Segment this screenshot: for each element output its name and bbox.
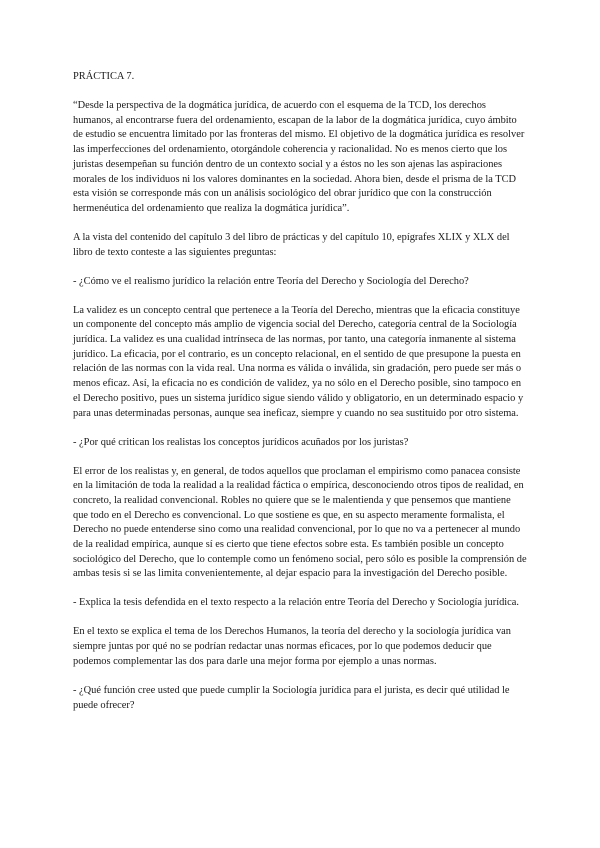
intro-paragraph: A la vista del contenido del capítulo 3 del libro de prácticas y del capítulo 10, epígrafes XLIX y XLX del libro de texto conteste a las siguientes preguntas:: [73, 231, 510, 258]
question-4: - ¿Qué función cree usted que puede cumplir la Sociología jurídica para el jurista, es decir qué utilidad le puede ofrecer?: [73, 684, 510, 711]
answer-2: El error de los realistas y, en general, de todos aquellos que proclaman el empirismo como panacea consiste en la limitación de toda la realidad a la realidad fáctica o empírica, desconociendo otros tipos de realidad, en concreto, la realidad convencional. Robles no quiere que se le malentienda y que pensemos que mantiene que todo en el Derecho es convencional. Lo que sostiene es que, en su aspecto meramente formalista, el Derecho no puede entenderse sino como una realidad convencional, por lo que no va a pertenecer al mundo de la realidad empírica, aunque sí es cierto que tiene efectos sobre esta. Es también posible un concepto sociológico del Derecho, que lo contemple como un fenómeno social, pero sólo es posible la comprensión de ambas tesis si se las limita convenientemente, al dejar espacio para la investigación del Derecho posible.: [73, 465, 527, 580]
page-title: PRÁCTICA 7.: [73, 71, 135, 82]
question-1: - ¿Cómo ve el realismo jurídico la relación entre Teoría del Derecho y Sociología del Derecho?: [73, 275, 469, 287]
answer-1: La validez es un concepto central que pertenece a la Teoría del Derecho, mientras que la eficacia constituye un componente del concepto más amplio de vigencia social del Derecho, categoría central de la Sociología jurídica. La validez es una cualidad intrínseca de las normas, por tanto, una categoría inmanente al sistema jurídico. La eficacia, por el contrario, es un concepto relacional, en el sentido de que presupone la puesta en relación de las normas con la vida real. Una norma es válida o inválida, sin gradación, pero puede ser más o menos eficaz. Así, la eficacia no es condición de validez, ya no sólo en el Derecho posible, sino tampoco en el Derecho positivo, pues un sistema jurídico sigue siendo válido y obligatorio, en un determinado espacio y para unas determinadas personas, aunque sea ineficaz, siempre y cuando no sea sustituido por otro sistema.: [73, 304, 524, 419]
answer-3: En el texto se explica el tema de los Derechos Humanos, la teoría del derecho y la sociología jurídica van siempre juntas por qué no se podrían redactar unas normas eficaces, por lo que podemos deducir que podemos complementar las dos para darle una mejor forma por ejemplo a unas normas.: [73, 626, 511, 667]
question-2: - ¿Por qué critican los realistas los conceptos jurídicos acuñados por los juristas?: [73, 436, 409, 448]
question-3: - Explica la tesis defendida en el texto respecto a la relación entre Teoría del Derecho y Sociología jurídica.: [73, 597, 519, 609]
document-page: [73, 70, 528, 728]
quote-paragraph: “Desde la perspectiva de la dogmática jurídica, de acuerdo con el esquema de la TCD, los derechos humanos, al encontrarse fuera del ordenamiento, escapan de la labor de la dogmática jurídica, cuyo ámbito de estudio se encuentra limitado por las fronteras del mismo. El objetivo de la dogmática jurídica es resolver las imperfecciones del ordenamiento, otorgándole coherencia y racionalidad. No es menos cierto que los juristas desempeñan su función dentro de un contexto social y a éstos no les son ajenas las aspiraciones morales de los individuos ni los valores dominantes en la sociedad. Ahora bien, desde el prisma de la TCD esta visión se corresponde más con un análisis sociológico del obrar jurídico que con la construcción hermenéutica del ordenamiento que realiza la dogmática jurídica”.: [73, 100, 525, 214]
